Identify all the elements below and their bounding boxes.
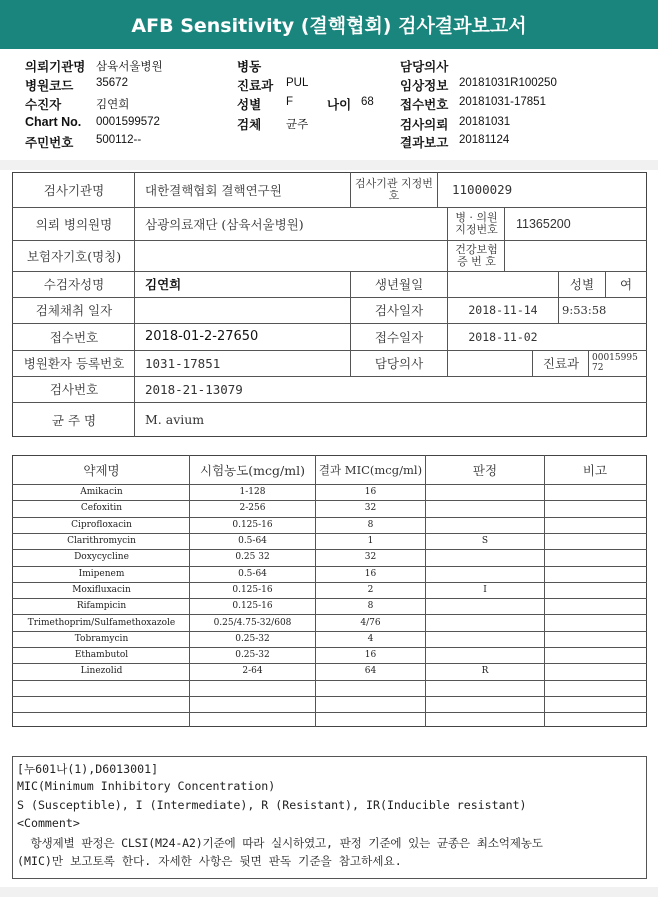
hosp-id-value: 11365200 [516,216,571,231]
result-range-cell: 0.25/4.75-32/608 [213,617,292,628]
specimen-label: 검체 [237,118,262,132]
lab-value: 대한결핵협회 결핵연구원 [145,182,282,198]
chart-value: 0001599572 [96,116,160,128]
request-value: 20181031 [459,116,511,128]
form-sex-label: 성별 [569,277,595,292]
receipt-date-label: 접수일자 [374,329,424,345]
form-doctor-value [455,350,530,376]
result-drug-cell: Ethambutol [74,650,129,661]
rrn-label: 주민번호 [25,136,74,150]
result-range-cell: 0.125-16 [232,601,273,612]
comment-line-5: 항생제별 판정은 CLSI(M24-A2)기준에 따라 실시하였고, 판정 기준에 있는 균종은 최소억제농도 [17,836,543,850]
form-dept-label: 진료과 [542,356,580,371]
hosp-id-label: 병 · 의원 지정번호 [455,210,498,236]
dob-value [455,271,555,297]
result-interp-cell [426,566,544,582]
report-label: 결과보고 [400,136,449,150]
form-sex-value: 여 [619,277,633,292]
test-date-value: 2018-11-14 [468,303,538,317]
reg-value: 1031-17851 [145,355,221,371]
comment-line-4: <Comment> [17,816,80,830]
result-interp-cell [426,549,544,565]
req-hosp-label: 의뢰 병의원명 [35,216,113,232]
report-header [0,52,658,160]
result-mic-cell: 1 [367,536,374,547]
ward-label: 병동 [237,60,262,74]
result-range-cell: 0.125-16 [232,584,273,595]
comment-line-6: (MIC)만 보고토록 한다. 자세한 사항은 뒷면 판독 기준을 참고하세요. [17,854,402,868]
form-dept-value: 00015995 72 [592,353,638,373]
result-interp-cell [426,614,544,630]
result-drug-cell: Amikacin [80,487,123,498]
comment-line-3: S (Susceptible), I (Intermediate), R (Resistant), IR(Inducible resistant) [17,798,527,812]
col-range: 시험농도(mcg/ml) [200,462,305,478]
lab-id-value: 11000029 [452,182,513,197]
health-label: 건강보험 증 번 호 [455,242,498,268]
result-drug-cell: Rifampicin [76,601,127,612]
sex-value: F [286,96,294,108]
result-drug-cell: Tobramycin [74,633,129,644]
patient-label: 수진자 [25,98,62,112]
result-interp-cell [426,631,544,647]
collect-value [145,297,345,323]
lab-label: 검사기관명 [43,182,105,198]
col-note: 비고 [582,462,608,478]
patient-value: 김연희 [96,99,130,111]
result-range-cell: 0.25 32 [235,552,270,563]
dob-label: 생년월일 [374,277,424,292]
col-interp: 판정 [472,462,498,478]
result-drug-cell: Linezolid [80,666,123,677]
receipt-date-value: 2018-11-02 [468,329,538,344]
subject-value: 김연희 [145,277,182,292]
collect-label: 검체채취 일자 [35,303,113,318]
age-value: 68 [361,96,374,108]
clinical-value: 20181031R100250 [459,77,557,89]
chart-label: Chart No. [25,115,82,129]
col-mic: 결과 MIC(mcg/ml) [318,462,423,477]
result-range-cell: 0.5-64 [238,568,267,579]
sex-label: 성별 [237,98,262,112]
dept-value: PUL [286,77,309,89]
report-value: 20181124 [459,134,510,146]
age-label: 나이 [327,98,352,112]
result-mic-cell: 32 [364,552,377,563]
separator-band [0,160,658,170]
hospcode-label: 병원코드 [25,79,74,93]
lab-id-label: 검사기관 지정번호 [355,176,433,202]
form-receipt-label: 접수번호 [49,329,99,345]
comment-line-2: MIC(Minimum Inhibitory Concentration) [17,779,276,793]
test-time-value: 9:53:58 [562,303,607,317]
test-date-label: 검사일자 [374,303,424,318]
result-range-cell: 0.125-16 [232,519,273,530]
result-mic-cell: 16 [364,487,377,498]
reg-label: 병원환자 등록번호 [23,356,125,371]
result-range-cell: 1-128 [239,487,266,498]
clinical-label: 임상정보 [400,79,449,93]
specimen-value: 균주 [286,119,309,131]
bottom-band [0,887,658,897]
col-drug: 약제명 [83,462,120,478]
result-drug-cell: Doxycycline [74,552,129,563]
result-interp-cell [426,500,544,516]
form-doctor-label: 담당의사 [374,356,424,371]
result-mic-cell: 4/76 [360,617,381,628]
result-drug-cell: Imipenem [78,568,125,579]
result-interp-cell [426,484,544,500]
receipt-label: 접수번호 [400,98,449,112]
result-range-cell: 0.5-64 [238,536,267,547]
result-mic-cell: 64 [364,666,377,677]
result-mic-cell: 4 [367,633,374,644]
doctor-label: 담당의사 [400,60,449,74]
insured-label: 보험자기호(명칭) [26,248,122,264]
result-drug-cell: Ciprofloxacin [71,519,132,530]
result-range-cell: 2-256 [239,503,266,514]
result-drug-cell: Trimethoprim/Sulfamethoxazole [27,617,176,628]
result-drug-cell: Clarithromycin [67,536,136,547]
health-value [516,240,636,271]
strain-value: M. avium [145,412,205,427]
result-mic-cell: 8 [367,519,374,530]
result-interp-cell: I [483,584,487,595]
result-interp-cell [426,647,544,663]
hospcode-value: 35672 [96,77,128,89]
receipt-value: 20181031-17851 [459,96,546,108]
inst-label: 의뢰기관명 [25,60,86,74]
test-no-value: 2018-21-13079 [145,381,243,397]
report-title: AFB Sensitivity (결핵협회) 검사결과보고서 [0,0,658,52]
form-receipt-value: 2018-01-2-27650 [145,329,259,344]
result-drug-cell: Cefoxitin [80,503,123,514]
result-range-cell: 0.25-32 [235,650,270,661]
result-interp-cell [426,517,544,533]
result-interp-cell: R [481,666,489,677]
result-range-cell: 2-64 [242,666,263,677]
result-mic-cell: 16 [364,650,377,661]
req-hosp-value: 삼광의료재단 (삼육서울병원) [145,216,304,232]
test-no-label: 검사번호 [49,382,99,397]
dept-label: 진료과 [237,79,274,93]
result-mic-cell: 16 [364,568,377,579]
result-interp-cell [426,598,544,614]
result-drug-cell: Moxifluxacin [72,584,131,595]
insured-value [145,240,435,271]
result-mic-cell: 2 [367,584,374,595]
comment-line-1: [누601나(1),D6013001] [17,762,159,776]
inst-value: 삼육서울병원 [96,61,163,73]
result-mic-cell: 32 [364,503,377,514]
request-label: 검사의뢰 [400,118,449,132]
subject-label: 수검자성명 [43,277,105,292]
result-range-cell: 0.25-32 [235,633,270,644]
result-interp-cell: S [481,536,489,547]
rrn-value: 500112-- [96,134,142,146]
result-mic-cell: 8 [367,601,374,612]
strain-label: 균 주 명 [51,412,97,428]
